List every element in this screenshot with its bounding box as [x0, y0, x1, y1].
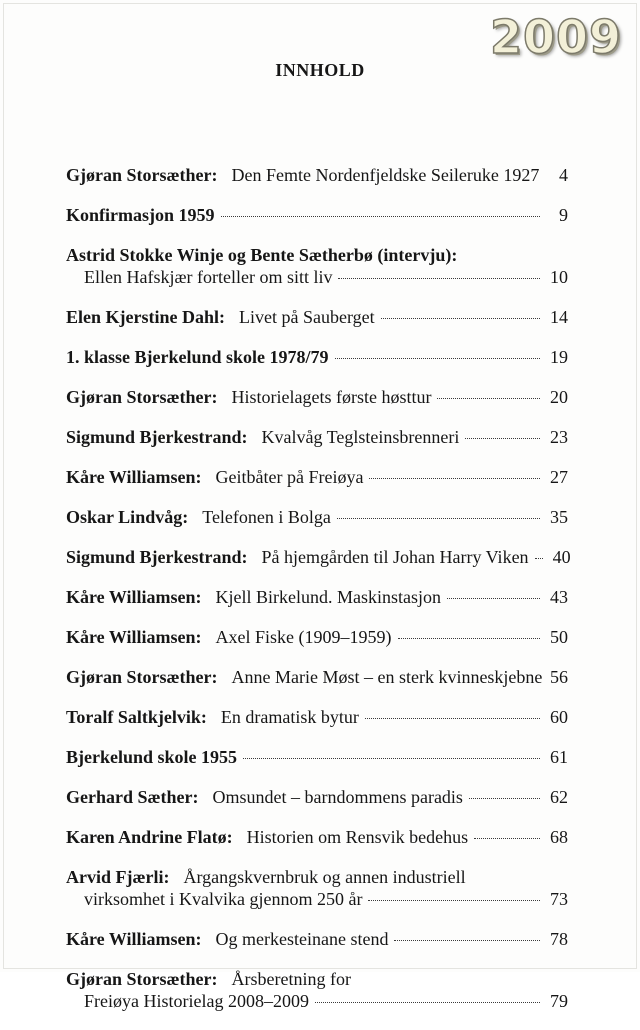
dot-leader — [465, 438, 540, 439]
entry-page-number: 60 — [550, 707, 568, 727]
entry-page-number: 40 — [552, 547, 571, 567]
dot-leader — [535, 558, 543, 559]
entry-page-number: 19 — [550, 347, 568, 367]
entry-author: Astrid Stokke Winje og Bente Sætherbø (intervju): — [66, 245, 458, 265]
toc-entry — [66, 546, 571, 568]
entry-title: Historielagets første høsttur — [231, 387, 432, 407]
entry-title: En dramatisk bytur — [220, 707, 359, 727]
entry-title: Anne Marie Møst – en sterk kvinneskjebne — [231, 667, 543, 687]
toc-entry — [66, 386, 568, 408]
toc-entry — [66, 244, 568, 288]
entry-page-number: 50 — [550, 627, 568, 647]
entry-author: Sigmund Bjerkestrand: — [66, 427, 248, 447]
entry-title: Historien om Rensvik bedehus — [246, 827, 469, 847]
dot-leader — [243, 758, 540, 759]
toc-entry — [66, 204, 568, 226]
entry-title: Den Femte Nordenfjeldske Seileruke 1927 — [231, 165, 540, 185]
entry-author: Gjøran Storsæther: — [66, 667, 218, 687]
toc-entry — [66, 866, 568, 910]
entry-title: På hjemgården til Johan Harry Viken — [261, 547, 529, 567]
entry-title: 1. klasse Bjerkelund skole 1978/79 — [66, 347, 329, 367]
toc-entry — [66, 426, 568, 448]
entry-title: Ellen Hafskjær forteller om sitt liv — [84, 267, 333, 287]
entry-page-number: 27 — [550, 467, 568, 487]
dot-leader — [221, 216, 541, 217]
toc-entry — [66, 826, 568, 848]
entry-title: Kvalvåg Teglsteinsbrenneri — [261, 427, 460, 447]
entry-title-continued: Freiøya Historielag 2008–2009 — [84, 991, 309, 1011]
entry-title: Kjell Birkelund. Maskinstasjon — [215, 587, 441, 607]
entry-title-continued: virksomhet i Kvalvika gjennom 250 år — [84, 889, 363, 909]
entry-page-number: 68 — [550, 827, 568, 847]
toc-entry — [66, 164, 568, 186]
entry-title: Omsundet – barndommens paradis — [212, 787, 463, 807]
toc-entry — [66, 466, 568, 488]
year-watermark: 2009 — [489, 10, 622, 64]
entry-author: Elen Kjerstine Dahl: — [66, 307, 225, 327]
dot-leader — [474, 838, 540, 839]
entry-author: Kåre Williamsen: — [66, 467, 202, 487]
dot-leader — [369, 478, 540, 479]
dot-leader — [469, 798, 540, 799]
toc-entry — [66, 306, 568, 328]
entry-page-number: 79 — [550, 991, 568, 1011]
entry-title: Axel Fiske (1909–1959) — [215, 627, 392, 647]
entry-title: Konfirmasjon 1959 — [66, 205, 215, 225]
toc-entry — [66, 666, 568, 688]
toc-entry — [66, 586, 568, 608]
toc-entry — [66, 928, 568, 950]
entry-author: Toralf Saltkjelvik: — [66, 707, 207, 727]
entry-page-number: 78 — [550, 929, 568, 949]
entry-page-number: 20 — [550, 387, 568, 407]
toc-entry — [66, 786, 568, 808]
toc-entry — [66, 346, 568, 368]
dot-leader — [398, 638, 541, 639]
entry-title: Livet på Sauberget — [239, 307, 375, 327]
entry-page-number: 9 — [559, 205, 568, 225]
entry-page-number: 14 — [550, 307, 568, 327]
entry-author: Karen Andrine Flatø: — [66, 827, 233, 847]
entry-title: Årsberetning for — [231, 969, 351, 989]
dot-leader — [437, 398, 540, 399]
entry-author: Kåre Williamsen: — [66, 587, 202, 607]
toc-entry — [66, 506, 568, 528]
dot-leader — [337, 518, 540, 519]
entry-page-number: 73 — [550, 889, 568, 909]
entry-page-number: 35 — [550, 507, 568, 527]
entry-page-number: 62 — [550, 787, 568, 807]
entry-title: Bjerkelund skole 1955 — [66, 747, 238, 767]
entry-title: Årgangskvernbruk og annen industriell — [183, 867, 466, 887]
page-title: INNHOLD — [275, 60, 365, 80]
toc-entry — [66, 626, 568, 648]
entry-author: Kåre Williamsen: — [66, 627, 202, 647]
entry-title: Telefonen i Bolga — [202, 507, 331, 527]
dot-leader — [365, 718, 540, 719]
entry-author: Sigmund Bjerkestrand: — [66, 547, 248, 567]
entry-page-number: 4 — [559, 165, 568, 185]
dot-leader — [394, 940, 540, 941]
entry-title: Geitbåter på Freiøya — [215, 467, 364, 487]
entry-page-number: 61 — [550, 747, 568, 767]
entry-author: Gjøran Storsæther: — [66, 165, 218, 185]
dot-leader — [315, 1002, 540, 1003]
entry-page-number: 23 — [550, 427, 568, 447]
toc-entry — [66, 706, 568, 728]
dot-leader — [335, 358, 540, 359]
entry-page-number: 10 — [550, 267, 568, 287]
table-of-contents — [66, 164, 571, 1030]
toc-entry — [66, 968, 568, 1012]
entry-author: Gjøran Storsæther: — [66, 969, 218, 989]
dot-leader — [381, 318, 540, 319]
toc-entry — [66, 746, 568, 768]
entry-page-number: 56 — [550, 667, 568, 687]
entry-page-number: 43 — [550, 587, 568, 607]
entry-author: Gerhard Sæther: — [66, 787, 199, 807]
entry-author: Oskar Lindvåg: — [66, 507, 189, 527]
dot-leader — [447, 598, 540, 599]
dot-leader — [338, 278, 540, 279]
entry-author: Kåre Williamsen: — [66, 929, 202, 949]
entry-title: Og merkesteinane stend — [215, 929, 389, 949]
entry-author: Arvid Fjærli: — [66, 867, 170, 887]
entry-author: Gjøran Storsæther: — [66, 387, 218, 407]
dot-leader — [368, 900, 540, 901]
